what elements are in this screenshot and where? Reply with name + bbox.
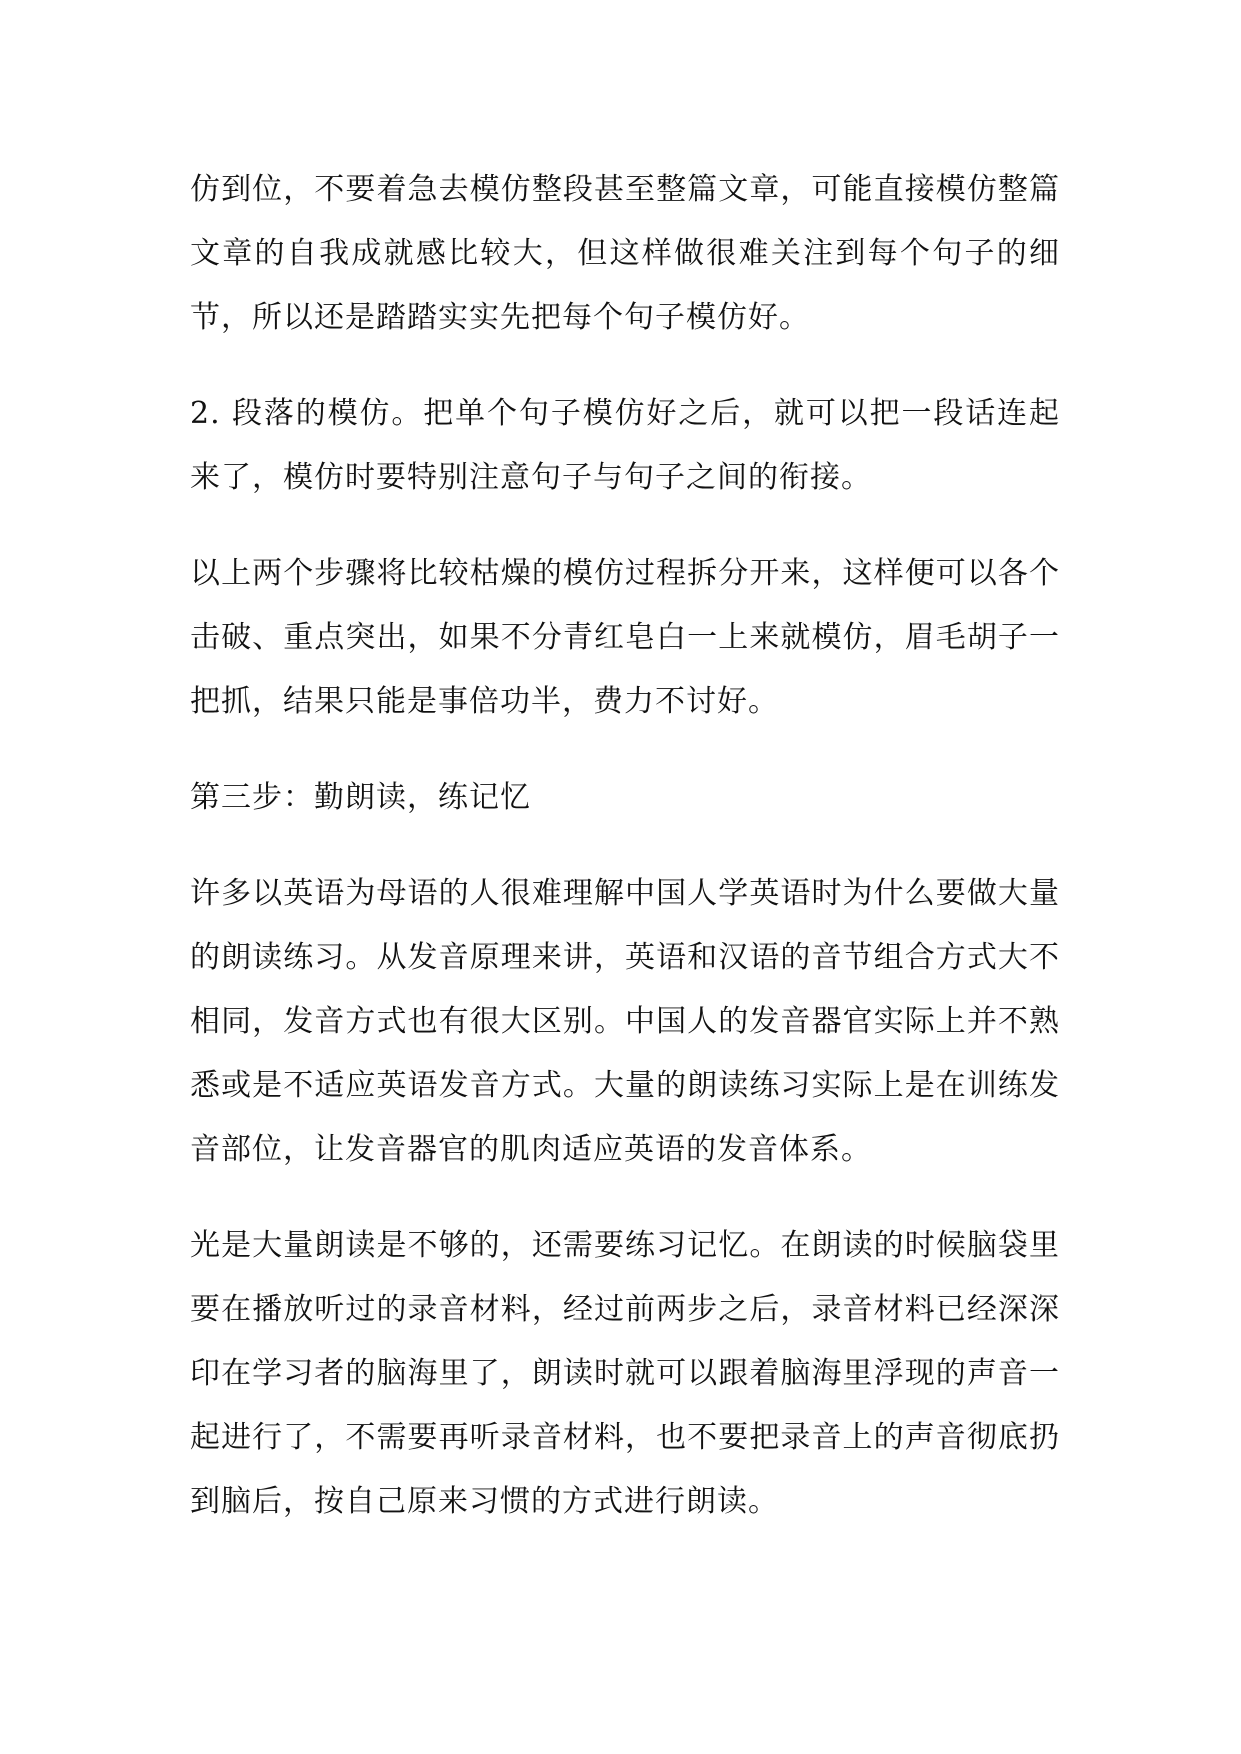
paragraph-memory-practice: 光是大量朗读是不够的，还需要练习记忆。在朗读的时候脑袋里要在播放听过的录音材料，经过前两步之后，录音材料已经深深印在学习者的脑海里了，朗读时就可以跟着脑海里浮现的声音一起进行了，不需要再听录音材料，也不要把录音上的声音彻底扔到脑后，按自己原来习惯的方式进行朗读。 <box>190 1228 1060 1519</box>
document-body <box>190 158 1060 1566</box>
paragraph-sentence-imitation-end: 仿到位，不要着急去模仿整段甚至整篇文章，可能直接模仿整篇文章的自我成就感比较大，但这样做很难关注到每个句子的细节，所以还是踏踏实实先把每个句子模仿好。 <box>190 172 1060 335</box>
paragraph-reading-aloud: 许多以英语为母语的人很难理解中国人学英语时为什么要做大量的朗读练习。从发音原理来讲，英语和汉语的音节组合方式大不相同，发音方式也有很大区别。中国人的发音器官实际上并不熟悉或是不适应英语发音方式。大量的朗读练习实际上是在训练发音部位，让发音器官的肌肉适应英语的发音体系。 <box>190 876 1060 1167</box>
paragraph-step-paragraph-imitation: 2. 段落的模仿。把单个句子模仿好之后，就可以把一段话连起来了，模仿时要特别注意句子与句子之间的衔接。 <box>190 396 1060 495</box>
section-heading-step-three: 第三步：勤朗读，练记忆 <box>190 780 531 815</box>
paragraph-summary: 以上两个步骤将比较枯燥的模仿过程拆分开来，这样便可以各个击破、重点突出，如果不分青红皂白一上来就模仿，眉毛胡子一把抓，结果只能是事倍功半，费力不讨好。 <box>190 556 1060 719</box>
